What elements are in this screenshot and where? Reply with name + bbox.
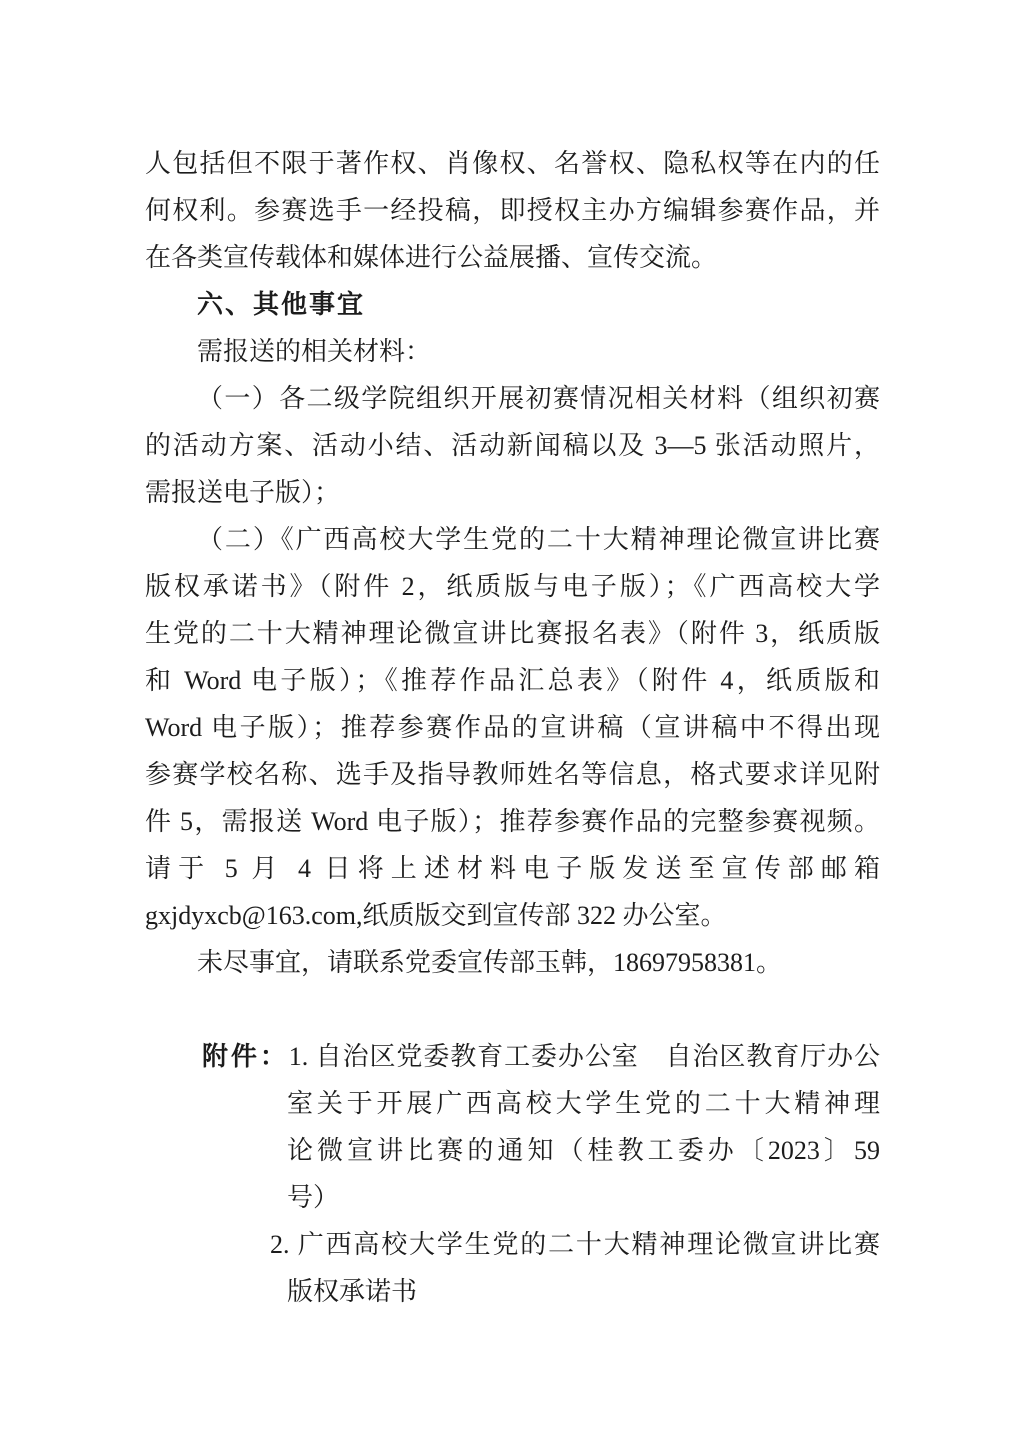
attachment-line: 论微宣讲比赛的通知（桂教工委办〔2023〕59 [287, 1136, 880, 1165]
doc-line: （二）《广西高校大学生党的二十大精神理论微宣讲比赛 [197, 525, 880, 554]
doc-line: 件 5，需报送 Word 电子版）；推荐参赛作品的完整参赛视频。 [145, 807, 880, 836]
doc-line: 在各类宣传载体和媒体进行公益展播、宣传交流。 [145, 243, 718, 272]
doc-line: Word 电子版）；推荐参赛作品的宣讲稿（宣讲稿中不得出现 [145, 713, 880, 742]
doc-line: 的活动方案、活动小结、活动新闻稿以及 3—5 张活动照片， [145, 431, 880, 460]
doc-line: 何权利。参赛选手一经投稿，即授权主办方编辑参赛作品，并 [145, 196, 880, 225]
attachment-item-2: 2. 广西高校大学生党的二十大精神理论微宣讲比赛 [270, 1230, 880, 1259]
attachment-line: 版权承诺书 [287, 1277, 418, 1306]
doc-line: 人包括但不限于著作权、肖像权、名誉权、隐私权等在内的任 [145, 149, 880, 178]
doc-line: 版权承诺书》（附件 2，纸质版与电子版）；《广西高校大学 [145, 572, 880, 601]
document-body [145, 140, 880, 1315]
attachment-line: 号） [287, 1183, 340, 1212]
doc-line-email: gxjdyxcb@163.com,纸质版交到宣传部 322 办公室。 [145, 901, 727, 930]
attachment-item-1: 1. 自治区党委教育工委办公室 自治区教育厅办公 [288, 1042, 880, 1071]
blank-line [145, 986, 880, 1033]
doc-line: 请于 5 月 4 日将上述材料电子版发送至宣传部邮箱 [145, 854, 880, 883]
attachment-line [145, 1033, 880, 1080]
attachment-line: 室关于开展广西高校大学生党的二十大精神理 [287, 1089, 880, 1118]
doc-line: 需报送电子版）； [145, 478, 341, 507]
doc-line-contact: 未尽事宜，请联系党委宣传部玉韩，18697958381。 [197, 948, 783, 977]
section-heading: 六、其他事宜 [197, 289, 366, 319]
doc-line: 参赛学校名称、选手及指导教师姓名等信息，格式要求详见附 [145, 760, 880, 789]
doc-line: 需报送的相关材料： [197, 337, 432, 366]
attachment-label: 附件： [202, 1041, 289, 1071]
doc-line: （一）各二级学院组织开展初赛情况相关材料（组织初赛 [197, 384, 880, 413]
doc-line: 生党的二十大精神理论微宣讲比赛报名表》（附件 3，纸质版 [145, 619, 880, 648]
doc-line: 和 Word 电子版）；《推荐作品汇总表》（附件 4，纸质版和 [145, 666, 880, 695]
